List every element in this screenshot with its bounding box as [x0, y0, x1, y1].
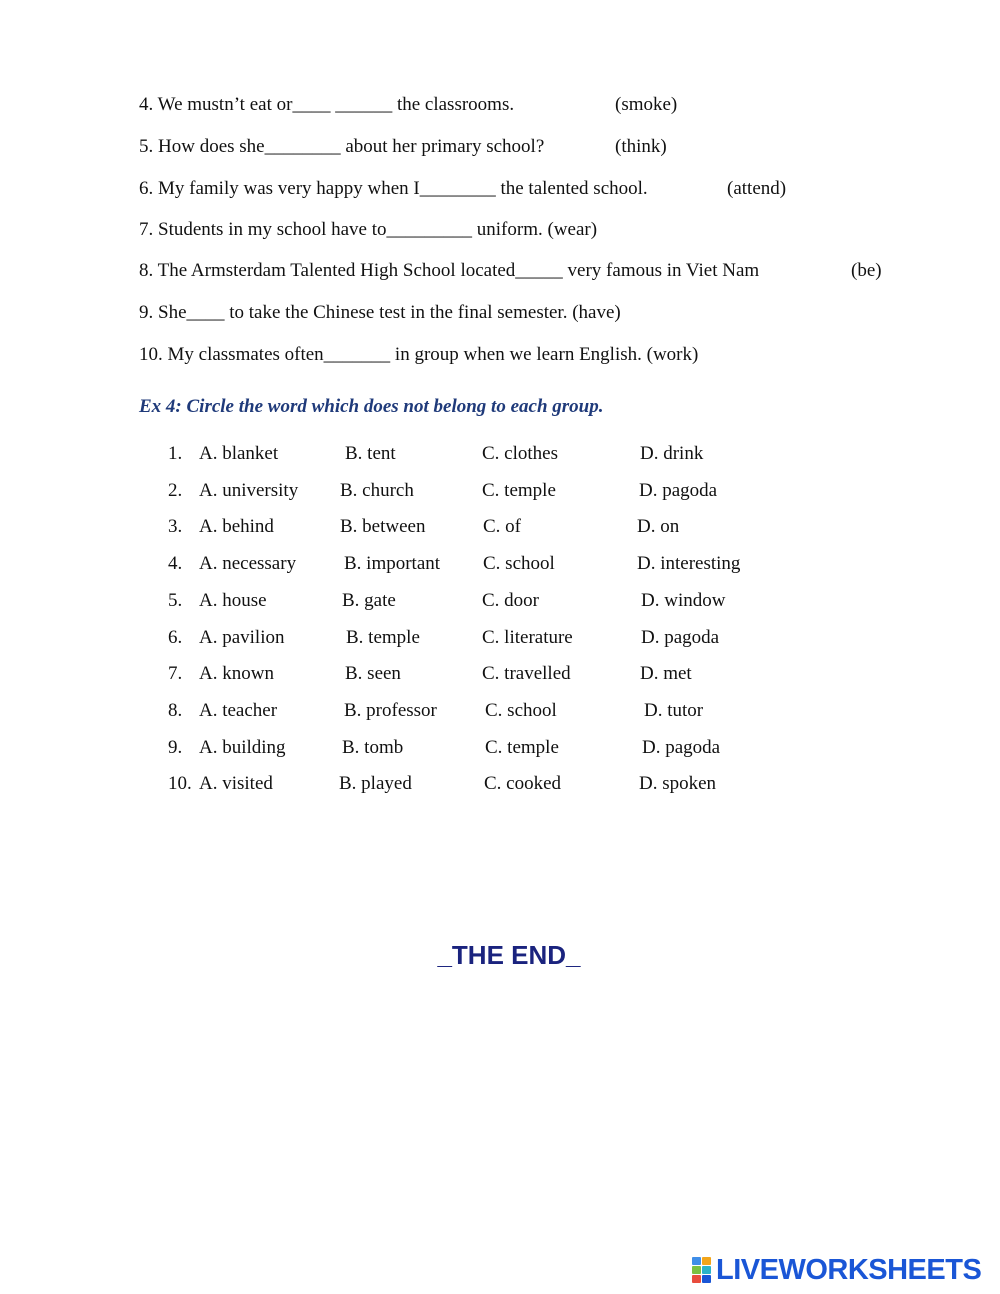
option-b[interactable]: B. played [339, 773, 412, 794]
option-row-8 [0, 700, 1000, 724]
option-d[interactable]: D. pagoda [642, 737, 721, 758]
row-number: 1. [168, 443, 183, 464]
option-d[interactable]: D. on [637, 516, 680, 537]
option-c[interactable]: C. clothes [482, 443, 558, 464]
option-row-5 [0, 590, 1000, 614]
option-a[interactable]: A. university [199, 480, 299, 501]
option-row-4 [0, 553, 1000, 577]
option-d[interactable]: D. pagoda [641, 627, 720, 648]
row-number: 9. [168, 737, 183, 758]
row-number: 2. [168, 480, 183, 501]
question-6-hint: (attend) [727, 178, 787, 199]
option-c[interactable]: C. of [483, 516, 521, 537]
option-a[interactable]: A. building [199, 737, 286, 758]
row-number: 3. [168, 516, 183, 537]
option-c[interactable]: C. school [485, 700, 557, 721]
question-4-hint: (smoke) [615, 94, 678, 115]
exercise-4-heading: Ex 4: Circle the word which does not belong to each group. [139, 396, 604, 417]
option-b[interactable]: B. seen [345, 663, 401, 684]
option-a[interactable]: A. necessary [199, 553, 297, 574]
option-b[interactable]: B. gate [342, 590, 396, 611]
option-a[interactable]: A. teacher [199, 700, 278, 721]
option-b[interactable]: B. temple [346, 627, 420, 648]
option-a[interactable]: A. pavilion [199, 627, 285, 648]
option-b[interactable]: B. tent [345, 443, 396, 464]
option-row-2 [0, 480, 1000, 504]
option-b[interactable]: B. professor [344, 700, 437, 721]
question-6: 6. My family was very happy when I________ the talented school. [139, 178, 648, 199]
option-d[interactable]: D. spoken [639, 773, 717, 794]
option-b[interactable]: B. important [344, 553, 441, 574]
option-d[interactable]: D. tutor [644, 700, 704, 721]
option-c[interactable]: C. temple [482, 480, 556, 501]
liveworksheets-wordmark: LIVEWORKSHEETS [716, 1253, 982, 1286]
option-c[interactable]: C. school [483, 553, 555, 574]
option-row-7 [0, 663, 1000, 687]
question-7: 7. Students in my school have to_________ uniform. (wear) [139, 219, 598, 240]
option-c[interactable]: C. door [482, 590, 539, 611]
row-number: 10. [168, 773, 192, 794]
option-d[interactable]: D. window [641, 590, 726, 611]
option-a[interactable]: A. known [199, 663, 274, 684]
option-row-10 [0, 773, 1000, 797]
option-b[interactable]: B. church [340, 480, 414, 501]
option-d[interactable]: D. pagoda [639, 480, 718, 501]
option-a[interactable]: A. blanket [199, 443, 279, 464]
row-number: 6. [168, 627, 183, 648]
option-b[interactable]: B. tomb [342, 737, 404, 758]
option-a[interactable]: A. house [199, 590, 267, 611]
row-number: 8. [168, 700, 183, 721]
question-8-hint: (be) [851, 260, 882, 281]
question-5: 5. How does she________ about her primary school? [139, 136, 545, 157]
liveworksheets-icon [692, 1257, 712, 1283]
option-a[interactable]: A. behind [199, 516, 274, 537]
option-d[interactable]: D. met [640, 663, 692, 684]
liveworksheets-logo [692, 1254, 981, 1286]
question-5-hint: (think) [615, 136, 667, 157]
option-d[interactable]: D. drink [640, 443, 704, 464]
option-b[interactable]: B. between [340, 516, 426, 537]
the-end-title: _THE END_ [437, 940, 581, 970]
option-c[interactable]: C. travelled [482, 663, 571, 684]
option-row-1 [0, 443, 1000, 467]
row-number: 7. [168, 663, 183, 684]
option-row-9 [0, 737, 1000, 761]
option-c[interactable]: C. temple [485, 737, 559, 758]
option-c[interactable]: C. cooked [484, 773, 562, 794]
option-c[interactable]: C. literature [482, 627, 573, 648]
row-number: 4. [168, 553, 183, 574]
question-8: 8. The Armsterdam Talented High School located_____ very famous in Viet Nam [139, 260, 760, 281]
option-a[interactable]: A. visited [199, 773, 273, 794]
option-d[interactable]: D. interesting [637, 553, 741, 574]
question-4: 4. We mustn’t eat or____ ______ the classrooms. [139, 94, 515, 115]
question-9: 9. She____ to take the Chinese test in the final semester. (have) [139, 302, 621, 323]
option-row-6 [0, 627, 1000, 651]
question-10: 10. My classmates often_______ in group when we learn English. (work) [139, 344, 699, 365]
option-row-3 [0, 516, 1000, 540]
row-number: 5. [168, 590, 183, 611]
